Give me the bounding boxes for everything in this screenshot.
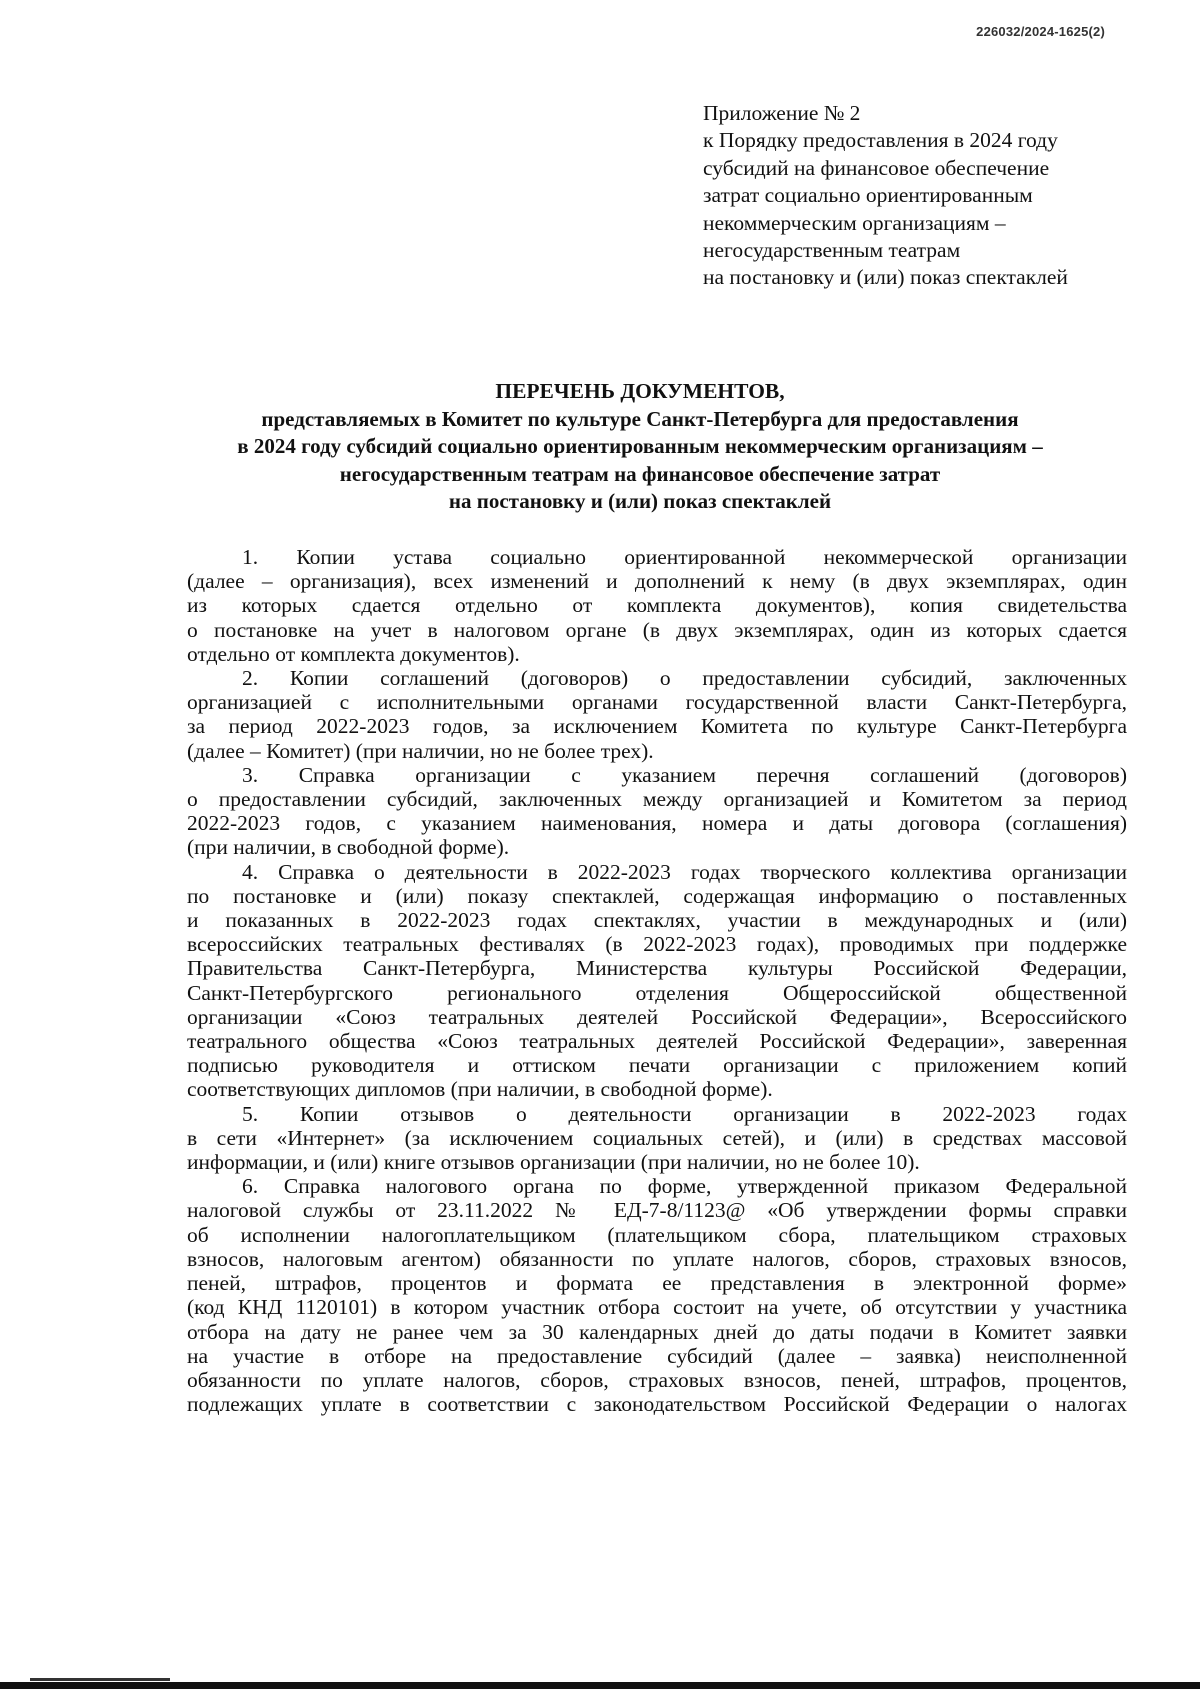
list-item-paragraph (187, 1174, 1127, 1416)
text-line: (при наличии, в свободной форме). (187, 835, 510, 860)
text-line: о постановке на учет в налоговом органе (в двух экземплярах, один из которых сдается (187, 617, 1127, 642)
registration-number: 226032/2024-1625(2) (976, 24, 1105, 39)
appendix-line: некоммерческим организациям – (703, 210, 1006, 235)
list-item-paragraph (187, 860, 1127, 1102)
title-line: негосударственным театрам на финансовое обеспечение затрат (339, 461, 941, 486)
text-line: в сети «Интернет» (за исключением социальных сетей), и (или) в средствах массовой (187, 1125, 1127, 1150)
text-line: по постановке и (или) показу спектаклей, содержащая информацию о поставленных (187, 883, 1127, 908)
text-line: всероссийских театральных фестивалях (в 2022-2023 годах), проводимых при поддержке (187, 932, 1127, 957)
text-line: налоговой службы от 23.11.2022 № ЕД-7-8/1123@ «Об утверждении формы справки (187, 1198, 1127, 1223)
text-line: о предоставлении субсидий, заключенных между организацией и Комитетом за период (187, 787, 1127, 812)
text-line: отбора на дату не ранее чем за 30 календарных дней до даты подачи в Комитет заявки (187, 1319, 1127, 1344)
appendix-line: на постановку и (или) показ спектаклей (703, 265, 1068, 290)
text-line: информации, и (или) книге отзывов организации (при наличии, но не более 10). (187, 1150, 920, 1175)
title-line: на постановку и (или) показ спектаклей (448, 489, 832, 513)
text-line: 2. Копии соглашений (договоров) о предоставлении субсидий, заключенных (242, 666, 1127, 691)
list-item-paragraph (187, 545, 1127, 666)
scan-artifact-line (30, 1678, 170, 1681)
scan-bottom-edge (0, 1682, 1200, 1689)
text-line: 2022-2023 годов, с указанием наименования, номера и даты договора (соглашения) (187, 811, 1127, 836)
text-line: 5. Копии отзывов о деятельности организации в 2022-2023 годах (242, 1101, 1127, 1126)
text-line: Санкт-Петербургского регионального отделения Общероссийской общественной (187, 980, 1127, 1005)
appendix-line: Приложение № 2 (703, 101, 861, 125)
text-line: театрального общества «Союз театральных деятелей Российской Федерации», заверенная (187, 1029, 1127, 1054)
text-line: организацией с исполнительными органами государственной власти Санкт-Петербурга, (187, 690, 1127, 715)
title-line: в 2024 году субсидий социально ориентированным некоммерческим организациям – (237, 434, 1043, 458)
document-body (187, 545, 1127, 1416)
text-line: (далее – Комитет) (при наличии, но не более трех). (187, 738, 654, 763)
title-heading: ПЕРЕЧЕНЬ ДОКУМЕНТОВ, (495, 379, 785, 403)
text-line: (далее – организация), всех изменений и дополнений к нему (в двух экземплярах, один (187, 569, 1127, 594)
title-subtitle (150, 406, 1130, 516)
document-title (150, 378, 1130, 516)
title-line: представляемых в Комитет по культуре Санкт-Петербурга для предоставления (261, 406, 1019, 431)
appendix-note (703, 100, 1133, 292)
text-line: подписью руководителя и оттиском печати организации с приложением копий (187, 1053, 1127, 1078)
text-line: из которых сдается отдельно от комплекта документов), копия свидетельства (187, 593, 1127, 618)
text-line: за период 2022-2023 годов, за исключением Комитета по культуре Санкт-Петербурга (187, 714, 1127, 739)
appendix-line: к Порядку предоставления в 2024 году (703, 128, 1058, 153)
text-line: Правительства Санкт-Петербурга, Министерства культуры Российской Федерации, (187, 956, 1127, 981)
list-item-paragraph (187, 1102, 1127, 1175)
text-line: организации «Союз театральных деятелей Российской Федерации», Всероссийского (187, 1004, 1127, 1029)
text-line: на участие в отборе на предоставление субсидий (далее – заявка) неисполненной (187, 1343, 1127, 1368)
text-line: обязанности по уплате налогов, сборов, страховых взносов, пеней, штрафов, процентов, (187, 1367, 1127, 1392)
appendix-line: затрат социально ориентированным (703, 183, 1033, 208)
text-line: соответствующих дипломов (при наличии, в свободной форме). (187, 1077, 773, 1102)
text-line: пеней, штрафов, процентов и формата ее представления в электронной форме» (187, 1271, 1127, 1296)
text-line: и показанных в 2022-2023 годах спектаклях, участии в международных и (или) (187, 908, 1127, 933)
text-line: (код КНД 1120101) в котором участник отбора состоит на учете, об отсутствии у участника (187, 1295, 1127, 1320)
list-item-paragraph (187, 763, 1127, 860)
appendix-line: субсидий на финансовое обеспечение (703, 155, 1050, 180)
appendix-line: негосударственным театрам (703, 238, 961, 263)
text-line: об исполнении налогоплательщиком (плательщиком сбора, плательщиком страховых (187, 1222, 1127, 1247)
text-line: 3. Справка организации с указанием перечня соглашений (договоров) (242, 762, 1127, 787)
list-item-paragraph (187, 666, 1127, 763)
text-line: 6. Справка налогового органа по форме, утвержденной приказом Федеральной (242, 1174, 1127, 1199)
text-line: 1. Копии устава социально ориентированной некоммерческой организации (242, 545, 1127, 569)
text-line: отдельно от комплекта документов). (187, 641, 520, 666)
text-line: подлежащих уплате в соответствии с законодательством Российской Федерации о налогах (187, 1392, 1127, 1417)
text-line: 4. Справка о деятельности в 2022-2023 годах творческого коллектива организации (242, 859, 1127, 884)
text-line: взносов, налоговым агентом) обязанности по уплате налогов, сборов, страховых взносов, (187, 1246, 1127, 1271)
